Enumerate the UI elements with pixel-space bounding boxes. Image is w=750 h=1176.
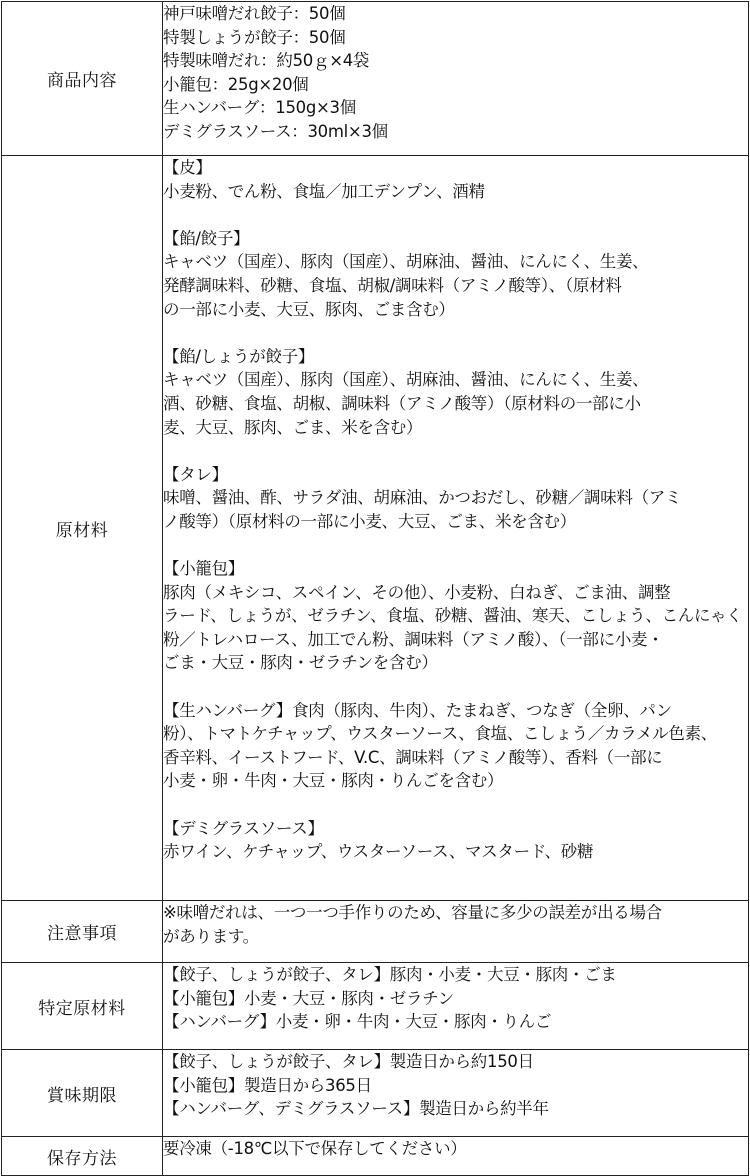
label-allergens: 特定原材料: [2, 963, 163, 1050]
block-spacer: [163, 321, 748, 345]
content-line: 特製味噌だれ：約50ｇ×4袋: [163, 51, 370, 71]
ingredient-line: 味噌、醤油、酢、サラダ油、胡麻油、かつおだし、砂糖／調味料（アミ: [163, 488, 682, 508]
row-best-before: [2, 1050, 749, 1137]
block-spacer: [163, 675, 748, 699]
allergens-cell: [163, 963, 749, 1050]
content-line: 神戸味噌だれ餃子：50個: [163, 4, 346, 23]
ingredient-line: ノ酸等）（原材料の一部に小麦、大豆、ごま、米を含む）: [163, 511, 576, 531]
block-spacer: [163, 793, 748, 817]
ingredient-line: の一部に小麦、大豆、豚肉、ごま含む）: [163, 299, 455, 319]
ingredient-line: キャベツ（国産）、豚肉（国産）、胡麻油、醤油、にんにく、生姜、: [163, 252, 649, 272]
label-ingredients: 原材料: [2, 156, 163, 901]
product-spec-table: [1, 1, 749, 1176]
ingredient-line: 粉）、トマトケチャップ、ウスターソース、食塩、こしょう／カラメル色素、: [163, 724, 717, 744]
ingredient-line: 豚肉（メキシコ、スペイン、その他）、小麦粉、白ねぎ、ごま油、調整: [163, 582, 671, 602]
content-line: 【小籠包】小麦・大豆・豚肉・ゼラチン: [163, 988, 454, 1008]
ingredient-line: 粉／トレハロース、加工でん粉、調味料（アミノ酸）、（一部に小麦・: [163, 629, 664, 649]
product-contents-cell: [163, 2, 749, 156]
ingredient-line: 【皮】: [163, 158, 212, 177]
ingredient-line: 【餡/餃子】: [163, 228, 250, 248]
block-spacer: [163, 534, 748, 558]
content-line: 小籠包：25g×20個: [163, 74, 309, 94]
ingredient-line: 【餡/しょうが餃子】: [163, 346, 315, 366]
content-line: 【ハンバーグ、デミグラスソース】製造日から約半年: [163, 1099, 549, 1119]
row-product-contents: [2, 2, 749, 156]
block-spacer: [163, 439, 748, 463]
content-line: 特製しょうが餃子：50個: [163, 27, 346, 47]
ingredient-line: 【生ハンバーグ】食肉（豚肉、牛肉）、たまねぎ、つなぎ（全卵、パン: [163, 700, 672, 720]
content-line: ※味噌だれは、一つ一つ手作りのため、容量に多少の誤差が出る場合: [163, 903, 662, 922]
ingredient-line: 小麦粉、でん粉、食塩／加工デンプン、酒精: [163, 181, 485, 201]
ingredient-line: 麦、大豆、豚肉、ごま、米を含む）: [163, 417, 423, 437]
notes-cell: [163, 901, 749, 963]
ingredient-line: 【タレ】: [163, 464, 228, 484]
ingredient-line: ごま・大豆・豚肉・ゼラチンを含む）: [163, 653, 438, 673]
row-storage: [2, 1137, 749, 1176]
content-line: 【小籠包】製造日から365日: [163, 1075, 372, 1095]
content-line: 要冷凍（-18℃以下で保存してください）: [163, 1139, 467, 1158]
row-notes: [2, 901, 749, 963]
row-allergens: [2, 963, 749, 1050]
block-spacer: [163, 203, 748, 227]
content-line: 【ハンバーグ】小麦・卵・牛肉・大豆・豚肉・りんご: [163, 1012, 552, 1032]
ingredient-line: 酒、砂糖、食塩、胡椒、調味料（アミノ酸等）（原材料の一部に小: [163, 393, 641, 413]
best-before-cell: [163, 1050, 749, 1137]
storage-cell: [163, 1137, 749, 1176]
ingredient-line: 小麦・卵・牛肉・大豆・豚肉・りんごを含む）: [163, 771, 504, 791]
label-best-before: 賞味期限: [2, 1050, 163, 1137]
ingredient-line: 赤ワイン、ケチャップ、ウスターソース、マスタード、砂糖: [163, 842, 594, 862]
content-line: デミグラスソース：30ml×3個: [163, 121, 388, 141]
content-line: 生ハンバーグ：150g×3個: [163, 98, 356, 118]
ingredients-cell: [163, 156, 749, 901]
ingredient-line: 香辛料、イーストフード、V.C、調味料（アミノ酸等）、香料（一部に: [163, 747, 663, 767]
label-product-contents: 商品内容: [2, 2, 163, 156]
ingredient-line: 【小籠包】: [163, 559, 245, 579]
ingredient-line: 【デミグラスソース】: [163, 818, 324, 838]
label-notes: 注意事項: [2, 901, 163, 963]
ingredient-line: ラード、しょうが、ゼラチン、食塩、砂糖、醤油、寒天、こしょう、こんにゃく: [163, 606, 743, 626]
ingredient-line: キャベツ（国産）、豚肉（国産）、胡麻油、醤油、にんにく、生姜、: [163, 370, 649, 390]
content-line: があります。: [163, 926, 259, 946]
content-line: 【餃子、しょうが餃子、タレ】豚肉・小麦・大豆・豚肉・ごま: [163, 965, 617, 984]
row-ingredients: [2, 156, 749, 901]
label-storage: 保存方法: [2, 1137, 163, 1176]
ingredient-line: 発酵調味料、砂糖、食塩、胡椒/調味料（アミノ酸等）、（原材料: [163, 275, 622, 295]
content-line: 【餃子、しょうが餃子、タレ】製造日から約150日: [163, 1052, 534, 1071]
